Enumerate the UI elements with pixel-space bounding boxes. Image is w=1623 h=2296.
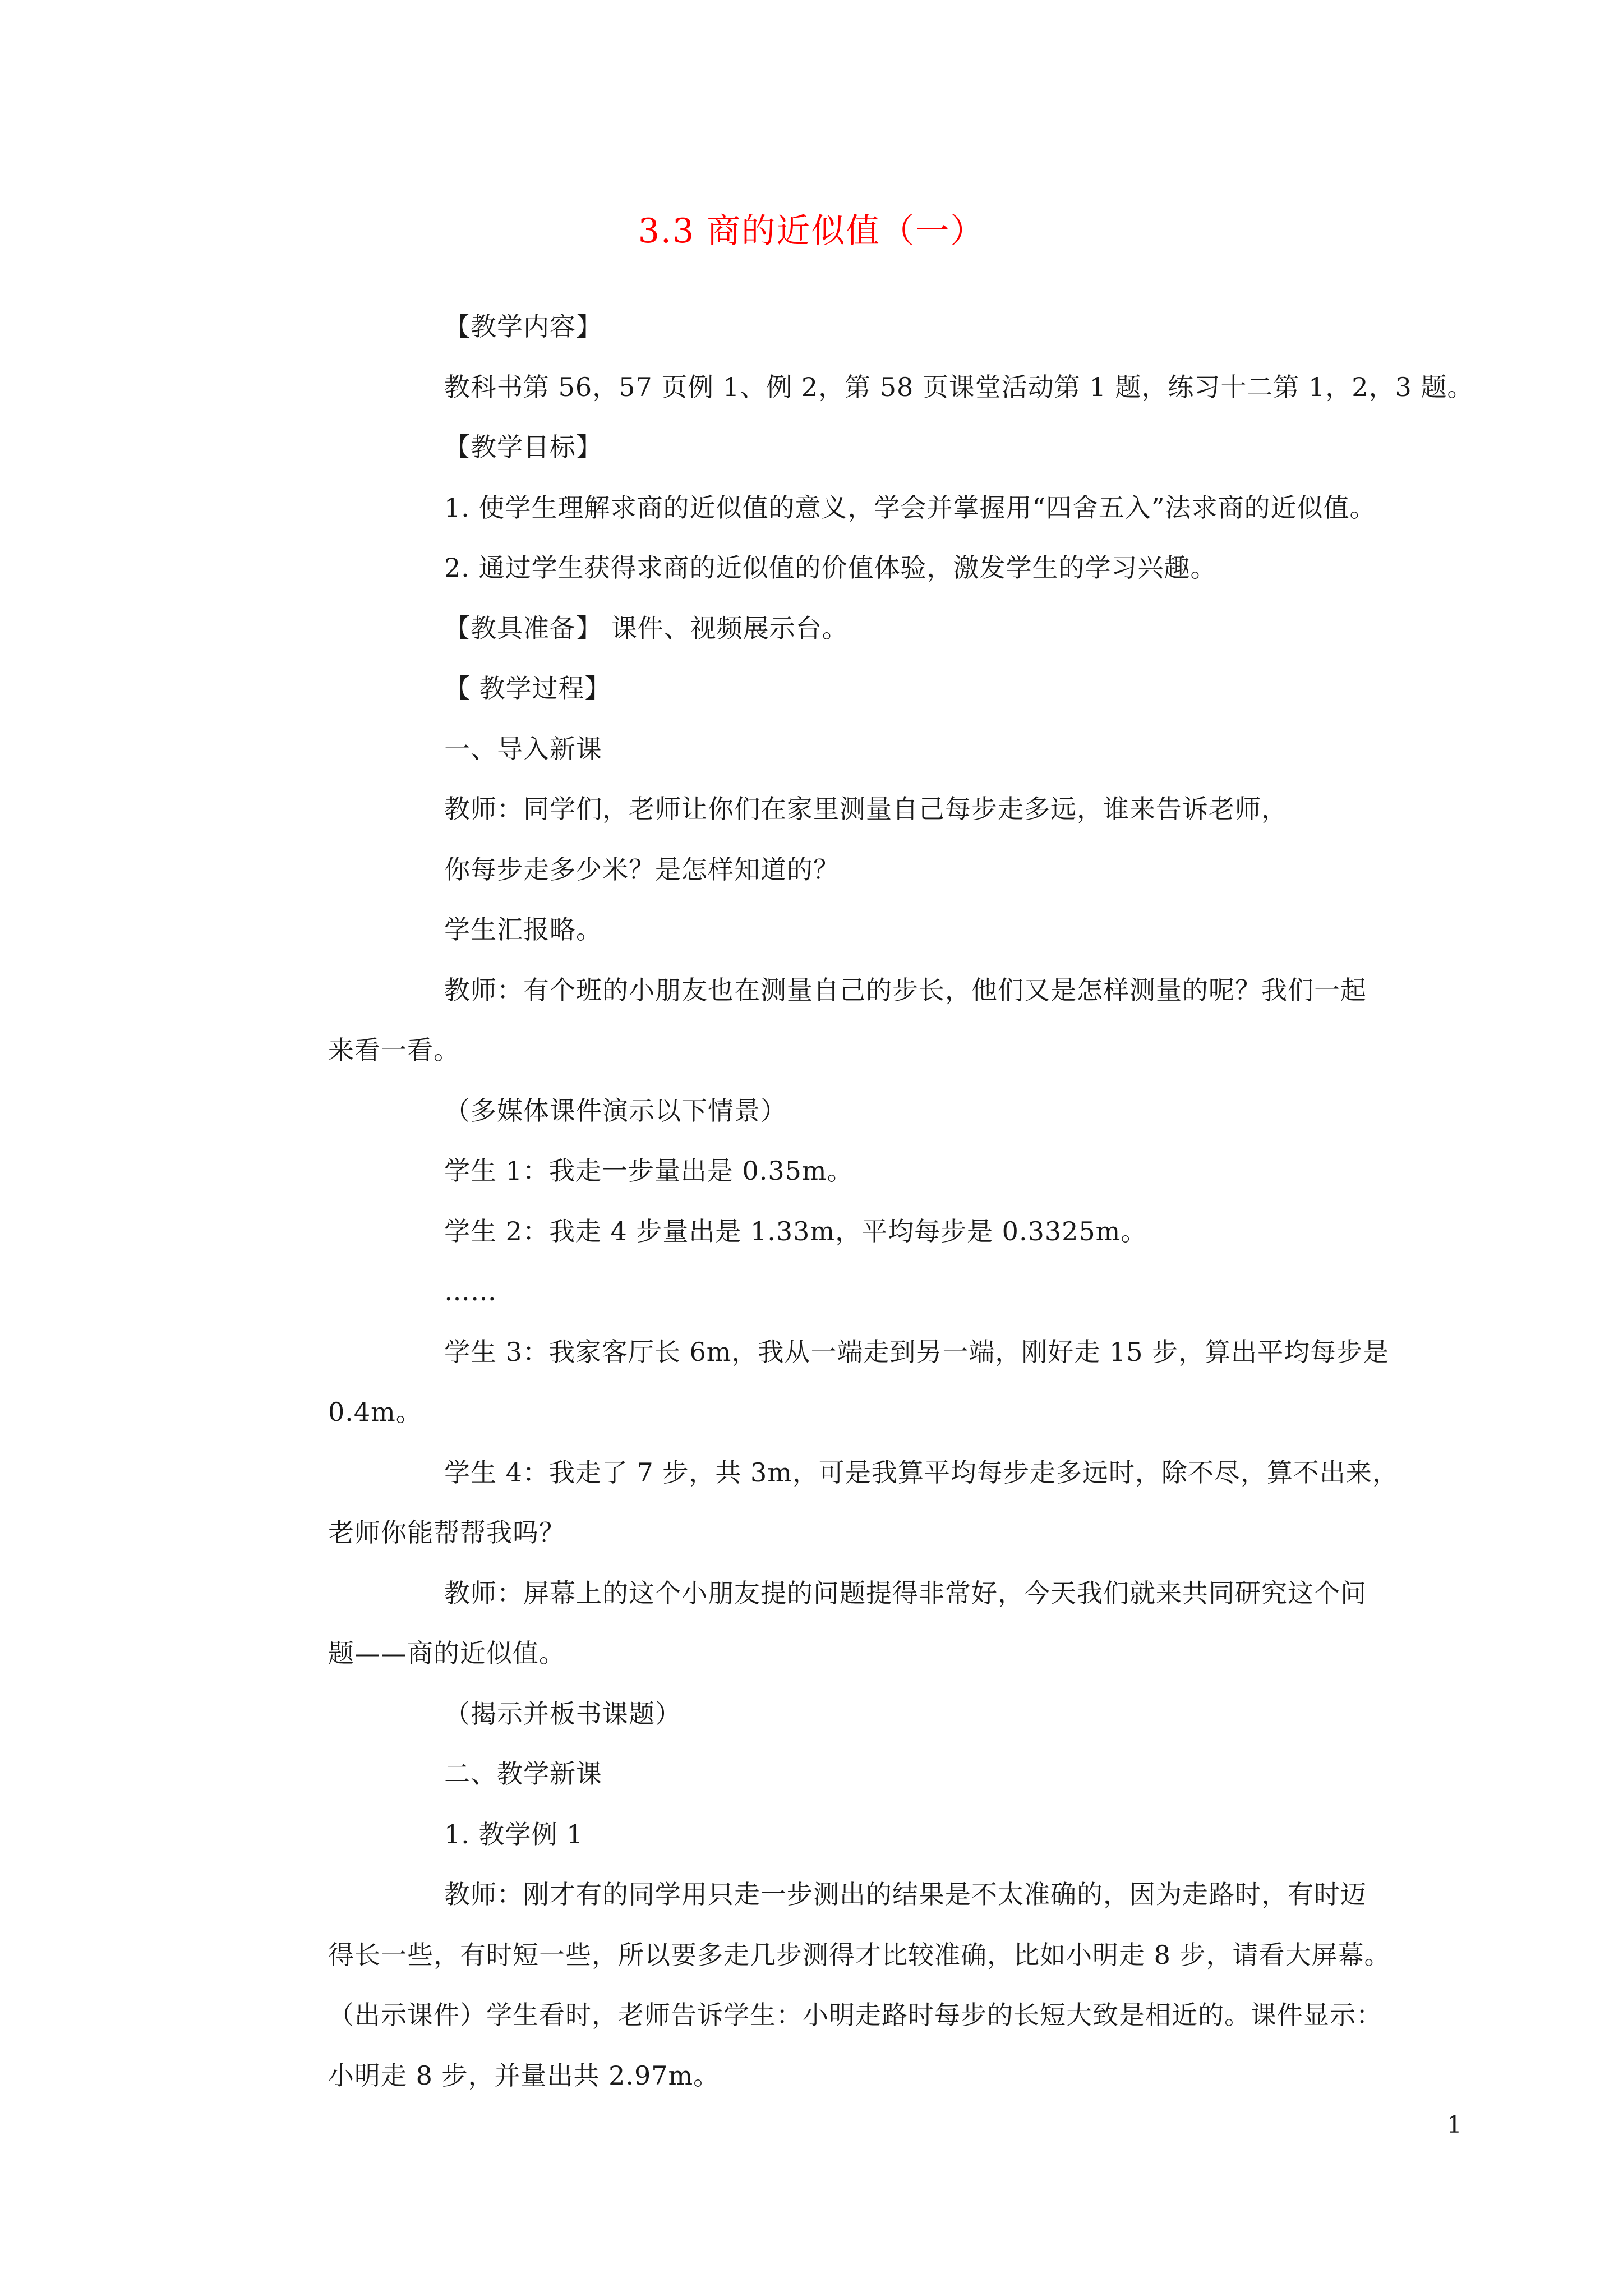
paragraph-line: 教师：有个班的小朋友也在测量自己的步长，他们又是怎样测量的呢？我们一起	[444, 974, 1367, 1005]
paragraph-line: 一、导入新课	[444, 733, 602, 764]
paragraph-line: 【 教学过程】	[444, 673, 611, 703]
paragraph-line: 学生 2：我走 4 步量出是 1.33m，平均每步是 0.3325m。	[444, 1216, 1147, 1246]
paragraph-line: 学生 3：我家客厅长 6m，我从一端走到另一端，刚好走 15 步，算出平均每步是	[444, 1336, 1390, 1367]
document-body	[328, 309, 1511, 2118]
paragraph-line: 教师：屏幕上的这个小朋友提的问题提得非常好，今天我们就来共同研究这个问	[444, 1577, 1367, 1608]
paragraph-line: 题——商的近似值。	[328, 1638, 565, 1668]
paragraph-line: 来看一看。	[328, 1035, 460, 1065]
document-title: 3.3 商的近似值（一）	[638, 211, 985, 251]
page-number: 1	[1447, 2111, 1462, 2138]
paragraph-line: 学生汇报略。	[444, 914, 602, 945]
paragraph-line: 【教具准备】 课件、视频展示台。	[444, 613, 849, 643]
paragraph-line: 得长一些，有时短一些，所以要多走几步测得才比较准确，比如小明走 8 步，请看大屏幕。	[328, 1939, 1391, 1970]
paragraph-line: 【教学内容】	[444, 311, 602, 342]
paragraph-line: （出示课件）学生看时，老师告诉学生：小明走路时每步的长短大致是相近的。课件显示：	[328, 2000, 1382, 2030]
paragraph-line: （多媒体课件演示以下情景）	[444, 1095, 787, 1126]
paragraph-line: 1. 使学生理解求商的近似值的意义，学会并掌握用“四舍五入”法求商的近似值。	[444, 492, 1376, 523]
paragraph-line: 0.4m。	[328, 1397, 422, 1427]
paragraph-line: 教师：同学们，老师让你们在家里测量自己每步走多远，谁来告诉老师，	[444, 794, 1288, 824]
paragraph-line: 二、教学新课	[444, 1759, 602, 1789]
paragraph-line: 学生 1：我走一步量出是 0.35m。	[444, 1156, 854, 1186]
paragraph-line: ……	[444, 1276, 497, 1306]
paragraph-line: 2. 通过学生获得求商的近似值的价值体验，激发学生的学习兴趣。	[444, 553, 1217, 583]
paragraph-line: 学生 4：我走了 7 步，共 3m，可是我算平均每步走多远时，除不尽，算不出来，	[444, 1457, 1399, 1488]
paragraph-line: 1. 教学例 1	[444, 1819, 584, 1849]
paragraph-line: 【教学目标】	[444, 432, 602, 462]
paragraph-line: 教科书第 56，57 页例 1、例 2，第 58 页课堂活动第 1 题，练习十二第 1，2，3 题。	[444, 371, 1474, 402]
paragraph-line: 老师你能帮帮我吗？	[328, 1517, 565, 1548]
paragraph-line: 教师：刚才有的同学用只走一步测出的结果是不太准确的，因为走路时，有时迈	[444, 1879, 1367, 1910]
paragraph-line: 小明走 8 步，并量出共 2.97m。	[328, 2060, 720, 2091]
paragraph-line: （揭示并板书课题）	[444, 1698, 681, 1729]
paragraph-line: 你每步走多少米？是怎样知道的？	[444, 854, 840, 885]
